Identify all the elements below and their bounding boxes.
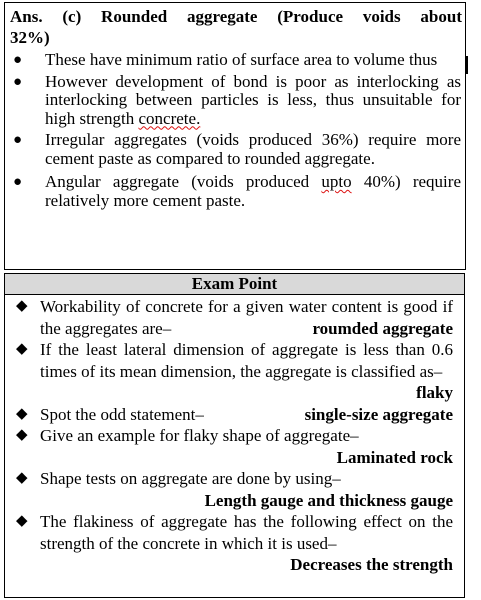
bullet-text: Angular aggregate (voids produced upto 40%) require relatively more cement paste.	[45, 172, 461, 210]
bullet-item	[5, 51, 465, 70]
bullet-icon: ●	[13, 52, 23, 68]
diamond-bullet-icon: ◆	[16, 405, 28, 422]
exam-point-text: Shape tests on aggregate are done by using–	[40, 469, 341, 488]
exam-point-answer: roumded aggregate	[312, 318, 453, 338]
exam-point-text: If the least lateral dimension of aggregate is less than 0.6 times of its mean dimension, the aggregate is classified as–	[40, 340, 453, 381]
answer-heading: Ans. (c) Rounded aggregate (Produce voids about	[10, 7, 462, 26]
exam-point-title: Exam Point	[5, 274, 464, 295]
exam-point-box	[4, 273, 465, 598]
exam-point-answer: Laminated rock	[336, 447, 453, 467]
bullet-item	[5, 131, 465, 168]
text-cursor	[466, 56, 468, 74]
exam-point-item	[5, 425, 463, 468]
exam-point-item	[5, 339, 463, 404]
exam-point-item	[5, 511, 463, 576]
exam-point-answer: Decreases the strength	[290, 555, 453, 574]
exam-point-item	[5, 404, 463, 426]
answer-box	[4, 2, 466, 270]
exam-point-item	[5, 296, 463, 339]
exam-point-answer: flaky	[416, 383, 453, 402]
exam-point-answer: single-size aggregate	[304, 404, 453, 424]
exam-point-text: Workability of concrete for a given water content is good if the aggregates are–	[40, 297, 453, 338]
exam-point-item	[5, 468, 463, 511]
answer-heading-cont: 32%)	[10, 28, 50, 47]
bullet-text: These have minimum ratio of surface area to volume thus	[45, 50, 438, 69]
diamond-bullet-icon: ◆	[16, 513, 28, 529]
bullet-icon: ●	[13, 73, 23, 90]
exam-point-text: Spot the odd statement–	[40, 404, 204, 424]
exam-point-text: Give an example for flaky shape of aggregate–	[40, 426, 359, 445]
bullet-icon: ●	[13, 174, 23, 190]
bullet-item	[5, 173, 465, 210]
diamond-bullet-icon: ◆	[16, 341, 28, 357]
bullet-icon: ●	[13, 132, 23, 148]
exam-point-answer: Length gauge and thickness gauge	[204, 490, 453, 510]
diamond-bullet-icon: ◆	[16, 298, 28, 314]
bullet-text: Irregular aggregates (voids produced 36%) require more cement paste as compared to rounded aggregate.	[45, 130, 461, 168]
exam-point-list	[5, 296, 463, 576]
bullet-item	[5, 73, 465, 129]
diamond-bullet-icon: ◆	[16, 427, 28, 443]
answer-bullets	[5, 51, 465, 210]
exam-point-text: The flakiness of aggregate has the following effect on the strength of the concrete in which it is used–	[40, 512, 453, 553]
bullet-text: However development of bond is poor as interlocking as interlocking between particles is less, thus unsuitable for high strength concrete.	[45, 71, 461, 128]
diamond-bullet-icon: ◆	[16, 470, 28, 486]
